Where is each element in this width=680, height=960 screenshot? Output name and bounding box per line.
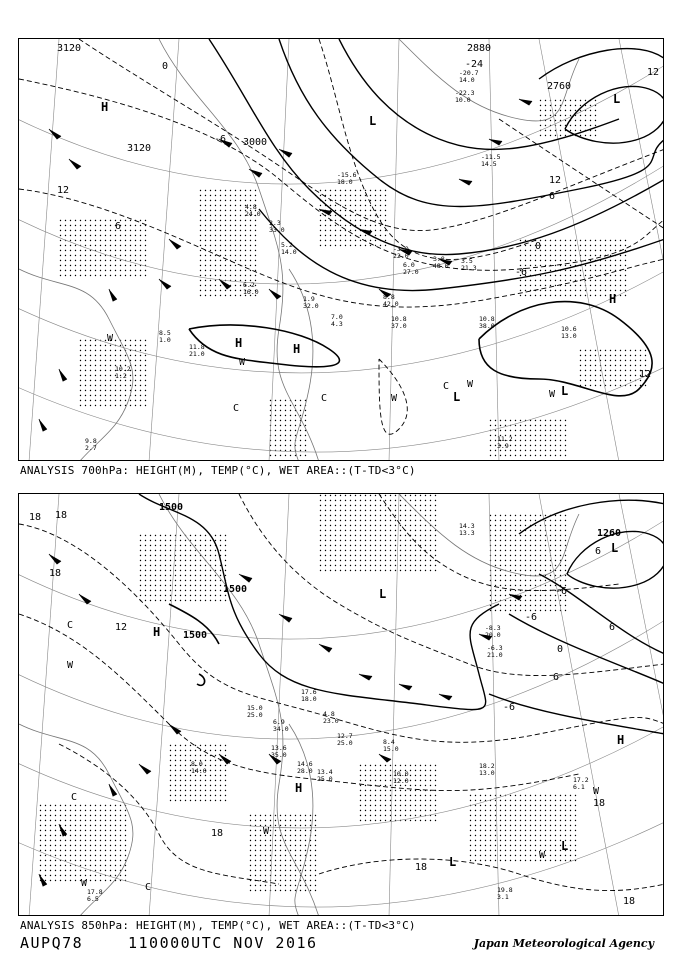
- svg-text:14.0: 14.0: [459, 76, 475, 84]
- svg-text:17.8: 17.8: [87, 888, 103, 896]
- svg-text:-22.3: -22.3: [455, 89, 475, 97]
- svg-text:14.6: 14.6: [297, 760, 313, 768]
- temp-label: 12: [647, 67, 660, 78]
- station-obs: [485, 624, 501, 639]
- low-pressure-mark: L: [561, 384, 569, 398]
- svg-text:8.5: 8.5: [159, 329, 171, 337]
- station-obs: [479, 315, 495, 330]
- station-obs: [269, 219, 285, 234]
- high-pressure-mark: H: [235, 336, 243, 350]
- temp-label: -24: [465, 59, 484, 70]
- station-obs: [323, 710, 339, 725]
- high-pressure-mark: H: [153, 625, 161, 639]
- svg-text:4.8: 4.8: [323, 710, 335, 718]
- height-label: 2760: [547, 81, 572, 92]
- svg-text:6.0: 6.0: [403, 261, 415, 269]
- station-obs: [159, 329, 171, 344]
- svg-text:1.9: 1.9: [303, 295, 315, 303]
- svg-text:8.4: 8.4: [383, 738, 395, 746]
- temp-label: -6: [525, 612, 538, 623]
- station-obs: [391, 315, 407, 330]
- cold-mark: C: [71, 792, 78, 803]
- high-pressure-mark: H: [295, 781, 303, 795]
- station-obs: [281, 241, 297, 256]
- svg-text:13.6: 13.6: [271, 744, 287, 752]
- temp-label: 6: [549, 191, 556, 202]
- high-pressure-mark: H: [293, 342, 301, 356]
- station-obs: [479, 762, 495, 777]
- svg-text:7.0: 7.0: [331, 313, 343, 321]
- station-obs: [303, 295, 319, 310]
- svg-text:38.0: 38.0: [479, 322, 495, 330]
- svg-text:24.0: 24.0: [245, 210, 261, 218]
- station-obs: [487, 644, 503, 659]
- svg-text:11.8: 11.8: [189, 343, 205, 351]
- svg-text:-15.6: -15.6: [337, 171, 357, 179]
- station-obs: [403, 261, 419, 276]
- height-labels-700: [57, 43, 571, 154]
- svg-text:21.3: 21.3: [461, 264, 477, 272]
- svg-text:17.2: 17.2: [573, 776, 589, 784]
- station-obs: [317, 768, 333, 783]
- svg-text:16.0: 16.0: [243, 288, 259, 296]
- svg-text:15.0: 15.0: [383, 745, 399, 753]
- temp-label: 0: [535, 241, 542, 252]
- svg-text:28.0: 28.0: [297, 767, 313, 775]
- svg-text:9.8: 9.8: [85, 437, 97, 445]
- svg-text:17.6: 17.6: [301, 688, 317, 696]
- svg-text:13.0: 13.0: [561, 332, 577, 340]
- low-pressure-mark: L: [453, 390, 461, 404]
- svg-text:-20.7: -20.7: [459, 69, 479, 77]
- svg-text:10.2: 10.2: [115, 365, 131, 373]
- station-obs: [337, 171, 357, 186]
- valid-time: 110000UTC NOV 2016: [128, 934, 318, 952]
- svg-text:6.2: 6.2: [243, 281, 255, 289]
- svg-text:25.0: 25.0: [337, 739, 353, 747]
- caption-850hpa: ANALYSIS 850hPa: HEIGHT(M), TEMP(°C), WET AREA::(T-TD<3°C): [20, 919, 416, 932]
- caption-700hpa: ANALYSIS 700hPa: HEIGHT(M), TEMP(°C), WET AREA::(T-TD<3°C): [20, 464, 416, 477]
- svg-text:8.8: 8.8: [383, 293, 395, 301]
- svg-text:12.0: 12.0: [393, 777, 409, 785]
- svg-text:1.0: 1.0: [159, 336, 171, 344]
- temp-label: 0: [557, 644, 564, 655]
- temp-label: 18: [55, 510, 68, 521]
- height-label: 1500: [183, 630, 208, 641]
- temp-label: -6: [503, 702, 516, 713]
- svg-text:11.2: 11.2: [497, 435, 513, 443]
- station-obs: [461, 257, 477, 272]
- svg-text:14.3: 14.3: [459, 522, 475, 530]
- station-obs: [337, 732, 353, 747]
- map-850hpa: [19, 494, 664, 916]
- temp-label: 18: [29, 512, 42, 523]
- svg-text:2.7: 2.7: [85, 444, 97, 452]
- svg-text:13.3: 13.3: [459, 529, 475, 537]
- station-obs: [459, 69, 479, 84]
- temp-label: -6: [515, 267, 528, 278]
- station-obs: [459, 522, 475, 537]
- warm-mark: W: [549, 389, 556, 400]
- svg-text:22.0: 22.0: [393, 252, 409, 260]
- low-pressure-mark: L: [611, 541, 619, 555]
- svg-text:34.0: 34.0: [273, 725, 289, 733]
- svg-text:18.0: 18.0: [337, 178, 353, 186]
- svg-text:20.0: 20.0: [485, 631, 501, 639]
- thermal-marks-700: [107, 333, 556, 414]
- station-obs: [297, 760, 313, 775]
- svg-text:-8.3: -8.3: [485, 624, 501, 632]
- svg-text:21.0: 21.0: [487, 651, 503, 659]
- temp-label: 18: [623, 896, 636, 907]
- temp-label: 6: [595, 546, 602, 557]
- low-pressure-mark: L: [369, 114, 377, 128]
- height-label: 3120: [127, 143, 152, 154]
- station-obs: [273, 718, 289, 733]
- station-obs: [573, 776, 589, 791]
- svg-text:6.9: 6.9: [273, 718, 285, 726]
- svg-text:1.2: 1.2: [115, 372, 127, 380]
- svg-text:-3.0: -3.0: [393, 245, 409, 253]
- station-obs: [383, 293, 399, 308]
- warm-mark: W: [391, 393, 398, 404]
- svg-text:35.0: 35.0: [271, 751, 287, 759]
- temp-label: 12: [57, 185, 70, 196]
- temp-label: 12: [639, 369, 652, 380]
- warm-mark: W: [81, 878, 88, 889]
- map-700hpa: [19, 39, 664, 461]
- station-obs: [85, 437, 97, 452]
- svg-text:13.4: 13.4: [317, 768, 333, 776]
- svg-text:25.0: 25.0: [247, 711, 263, 719]
- svg-text:42.0: 42.0: [383, 300, 399, 308]
- height-label: 1500: [223, 584, 248, 595]
- svg-text:15.0: 15.0: [247, 704, 263, 712]
- svg-text:6.5: 6.5: [87, 895, 99, 903]
- warm-mark: W: [263, 826, 270, 837]
- cold-mark: C: [443, 381, 450, 392]
- station-obs: [433, 255, 449, 270]
- svg-text:33.0: 33.0: [269, 226, 285, 234]
- warm-mark: W: [539, 850, 546, 861]
- svg-text:3.5: 3.5: [461, 257, 473, 265]
- svg-text:8.0: 8.0: [191, 760, 203, 768]
- station-obs: [189, 343, 205, 358]
- svg-text:18.0: 18.0: [301, 695, 317, 703]
- station-obs: [271, 744, 287, 759]
- svg-text:23.0: 23.0: [323, 717, 339, 725]
- svg-text:48.0: 48.0: [433, 262, 449, 270]
- high-pressure-mark: H: [617, 733, 625, 747]
- cold-mark: C: [67, 620, 74, 631]
- station-obs: [481, 153, 501, 168]
- product-id: AUPQ78: [20, 934, 84, 952]
- svg-text:5.2: 5.2: [281, 241, 293, 249]
- station-obs: [561, 325, 577, 340]
- station-obs: [87, 888, 103, 903]
- svg-text:14.5: 14.5: [481, 160, 497, 168]
- svg-text:10.0: 10.0: [393, 770, 409, 778]
- svg-text:21.0: 21.0: [189, 350, 205, 358]
- svg-text:4.8: 4.8: [245, 203, 257, 211]
- height-label: 2880: [467, 43, 492, 54]
- svg-text:14.0: 14.0: [191, 767, 207, 775]
- height-label: 3120: [57, 43, 82, 54]
- low-pressure-mark: L: [379, 587, 387, 601]
- temp-label: 6: [553, 672, 560, 683]
- svg-text:4.3: 4.3: [331, 320, 343, 328]
- high-contour-thick: [169, 604, 219, 685]
- station-obs: [383, 738, 399, 753]
- svg-text:10.8: 10.8: [391, 315, 407, 323]
- warm-mark: W: [593, 786, 600, 797]
- temp-label: 18: [49, 568, 62, 579]
- height-label: 1500: [159, 502, 184, 513]
- svg-text:2.3: 2.3: [269, 219, 281, 227]
- low-pressure-mark: L: [613, 92, 621, 106]
- temp-label: 6: [115, 221, 122, 232]
- temp-label: -6: [555, 586, 568, 597]
- station-obs: [455, 89, 475, 104]
- warm-mark: W: [67, 660, 74, 671]
- svg-text:6.1: 6.1: [573, 783, 585, 791]
- svg-text:25.0: 25.0: [317, 775, 333, 783]
- cold-mark: C: [145, 882, 152, 893]
- svg-text:18.2: 18.2: [479, 762, 495, 770]
- height-label: 3000: [243, 137, 268, 148]
- station-obs: [497, 886, 513, 901]
- low-pressure-mark: L: [561, 839, 569, 853]
- panel-850hpa: [18, 493, 664, 916]
- svg-text:3.8: 3.8: [433, 255, 445, 263]
- svg-text:19.8: 19.8: [497, 886, 513, 894]
- temp-label: 18: [415, 862, 428, 873]
- temp-label: 12: [115, 622, 128, 633]
- svg-text:12.7: 12.7: [337, 732, 353, 740]
- svg-text:27.0: 27.0: [403, 268, 419, 276]
- warm-mark: W: [467, 379, 474, 390]
- height-label: 1260: [597, 528, 622, 539]
- panel-700hpa: [18, 38, 664, 461]
- station-obs-700: [85, 69, 577, 452]
- station-obs: [301, 688, 317, 703]
- cold-mark: C: [321, 393, 328, 404]
- station-obs: [393, 770, 409, 785]
- cold-mark: C: [233, 403, 240, 414]
- svg-text:3.9: 3.9: [497, 442, 509, 450]
- agency-name: Japan Meteorological Agency: [473, 937, 654, 950]
- svg-text:10.8: 10.8: [479, 315, 495, 323]
- high-pressure-mark: H: [609, 292, 617, 306]
- temp-label: -6: [214, 134, 227, 145]
- temp-label: 18: [211, 828, 224, 839]
- station-obs: [331, 313, 343, 328]
- warm-mark: W: [107, 333, 114, 344]
- temp-label: 0: [162, 61, 169, 72]
- svg-text:32.0: 32.0: [303, 302, 319, 310]
- svg-text:-6.3: -6.3: [487, 644, 503, 652]
- svg-text:-11.5: -11.5: [481, 153, 501, 161]
- svg-text:13.0: 13.0: [479, 769, 495, 777]
- low-pressure-mark: L: [449, 855, 457, 869]
- station-obs: [247, 704, 263, 719]
- svg-text:10.6: 10.6: [561, 325, 577, 333]
- temp-label: 6: [609, 622, 616, 633]
- svg-text:37.0: 37.0: [391, 322, 407, 330]
- svg-text:14.0: 14.0: [281, 248, 297, 256]
- high-pressure-mark: H: [101, 100, 109, 114]
- svg-text:10.0: 10.0: [455, 96, 471, 104]
- station-obs: [393, 245, 409, 260]
- warm-mark: W: [239, 357, 246, 368]
- svg-text:3.1: 3.1: [497, 893, 509, 901]
- temp-label: 12: [549, 175, 562, 186]
- temp-label: 18: [593, 798, 606, 809]
